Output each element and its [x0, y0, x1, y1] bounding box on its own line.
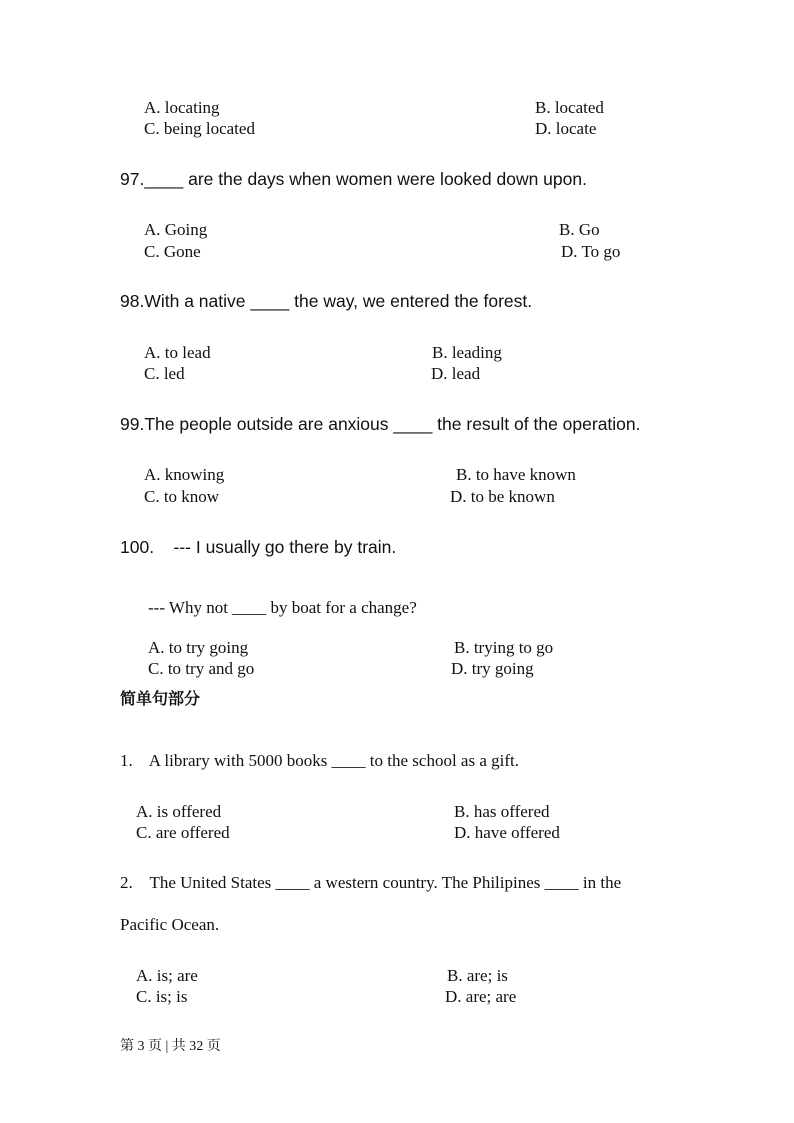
q98-option-c: C. led	[144, 364, 185, 383]
s1-stem: 1. A library with 5000 books ____ to the school as a gift.	[120, 751, 519, 770]
q99-option-a: A. knowing	[144, 465, 225, 484]
q97-option-b: B. Go	[559, 220, 600, 239]
q100-option-d: D. try going	[451, 659, 534, 678]
q97-option-c: C. Gone	[144, 242, 201, 261]
q97-option-d: D. To go	[561, 242, 621, 261]
s2-option-c: C. is; is	[136, 987, 188, 1006]
s1-option-b: B. has offered	[454, 802, 550, 821]
s1-option-c: C. are offered	[136, 823, 230, 842]
s2-option-b: B. are; is	[447, 966, 508, 985]
section-heading: 简单句部分	[120, 689, 201, 708]
q100-reply: --- Why not ____ by boat for a change?	[148, 598, 417, 617]
q100-option-b: B. trying to go	[454, 638, 554, 657]
s1-option-d: D. have offered	[454, 823, 560, 842]
q99-stem: 99.The people outside are anxious ____ the result of the operation.	[120, 414, 641, 434]
q99-option-d: D. to be known	[450, 487, 555, 506]
q96-option-b: B. located	[535, 98, 604, 117]
s2-option-d: D. are; are	[445, 987, 517, 1006]
q96-option-a: A. locating	[144, 98, 220, 117]
s2-stem-continued: Pacific Ocean.	[120, 915, 220, 934]
q100-option-a: A. to try going	[148, 638, 249, 657]
q98-stem: 98.With a native ____ the way, we entered the forest.	[120, 291, 533, 311]
s2-option-a: A. is; are	[136, 966, 198, 985]
q98-option-b: B. leading	[432, 343, 502, 362]
q96-option-d: D. locate	[535, 119, 597, 138]
q98-option-a: A. to lead	[144, 343, 211, 362]
q97-stem: 97.____ are the days when women were looked down upon.	[120, 169, 587, 189]
q99-option-c: C. to know	[144, 487, 220, 506]
page-footer: 第 3 页 | 共 32 页	[120, 1039, 221, 1054]
q97-option-a: A. Going	[144, 220, 208, 239]
q100-stem: 100. --- I usually go there by train.	[120, 537, 397, 557]
q99-option-b: B. to have known	[456, 465, 576, 484]
q98-option-d: D. lead	[431, 364, 481, 383]
q96-option-c: C. being located	[144, 119, 255, 138]
s2-stem: 2. The United States ____ a western country. The Philipines ____ in the	[120, 873, 622, 892]
q100-option-c: C. to try and go	[148, 659, 255, 678]
s1-option-a: A. is offered	[136, 802, 222, 821]
